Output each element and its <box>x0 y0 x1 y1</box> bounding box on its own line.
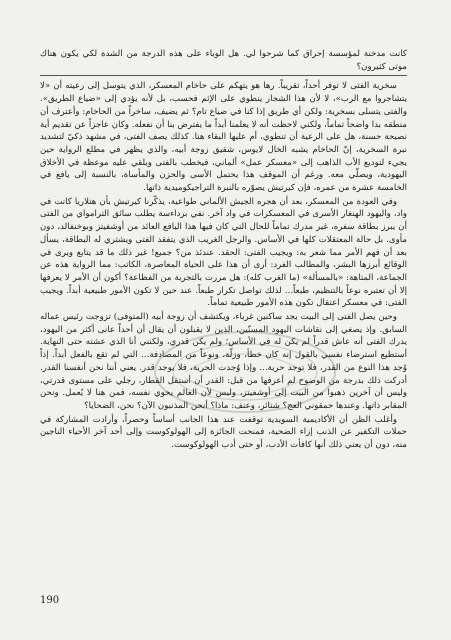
page-number: 190 <box>40 595 60 606</box>
separator-rule <box>40 75 407 76</box>
paragraph: وأغلب الظن أن الأكاديمية السويدية توقفت عند هذا الجانب أساساً وحصراً، وأرادت المشاركة في حملات التكفير عن الذنب إزاء الضحية، فمنحت الجائزة إلى الهولوكوست وإلى أحد آخر الأحياء الناجين منه، دون أن يعني ذلك أنها كافأت الأدب، أو حتى أدب الهولوكوست. <box>40 414 407 451</box>
paragraph: سخرية الفتى لا توفر أحداً، تقريباً. رها هو يتهكم على حاخام المعسكر، الذي يتوسل إلى رعيته أن «لا يتشاجروا مع الرب»، لا لأن هذا الشجار ينطوي على الإثم فحسب، بل لأنه يؤدي إلى «ضياع الطريق». والفتى يتسلى بسخرية: ولكن أي طريق إذا كنا في ضياع تام؟ ثم يضيف، ساخراً من الحاخام: وأعترف أن منطقه بدا واضحاً تماماً، ولكني لاحظت أنه لا يعلمنا أبداً ما يفترض بنا أن نفعله. وكان عاجزاً عن تقديم أية نصيحة حسنة، هل على الرعية أن تنطوي، أم عليها البقاء هنا. كذلك يصف الفتى، في مشهد ذكيّ لتشديد نبرة السخرية، إنّ الحاخام يشبه الخال لايوس، شقيق زوجة أبيه، والذي يظهر في مطلع الرواية حين يجيء لتوديع الأب الذاهب إلى «معسكر عمل» ألماني، فيخطب بالفتى ويلقي عليه موعظة في الأخلاق اليهودية، ويصلّي معه. ورغم أن الموقف هذا يحتمل الأسى والحزن والمأساة، بالنسبة إلى يافع في الخامسة عشرة من عمره، فإن كيرتيش يصوّره بالنبرة التراجيكوميدية ذاتها. <box>40 81 407 194</box>
paragraph: وحين يصل الفتى إلى البيت يجد ساكنين غرباء، ويكتشف أن زوجة أبيه (المتوفى) تزوجت رئيس عماله السابق. وإذ يصغي إلى نقاشات اليهود المسنّين، الذين لا يقبلون أن يقال أن أحداً عانى أكثر من اليهود، يدرك الفتى أنه عاش قدراً لم يكن له في الأساس؛ ولم يكن قدري، ولكنني أنا الذي عشته حتى النهاية. أستطيع استرضاء نفسي بالقول إنه كان خطأ، وزلّة، ونوعاً من المصادفة... التي لم تقع بالفعل أبداً. إذاً وُجد هذا النوع من القدر، فلا توجد حرية... وإذا وُجدت الحرية، فلا يوجد قدر. يعني أننا نحن أنفسنا القدر. أدركت ذلك بدرجة من الوضوح لم أعرفها من قبل: القدر أن أستقل القطار، رجلي على مستوى قدرتي، وليس أن آخرين ذهبوا من البيت إلى أوشفيتز، وليس لأن العالم يحوي نفسه، فمن هنا لا يُعمل. ونحن المقابر ذاتها. وعندها حمقوني العج؟ شتائر، وعنف: ماذا؟ أنحن المذنبون الآن؟ نحن، الضحايا؟ <box>40 312 407 411</box>
body-text <box>40 80 407 451</box>
paragraph: وفي العودة من المعسكر، بعد أن هجره الجيش الألماني طواعية، يذكّرنا كيرتيش بأن هتلاريا كانت في واد، واليهود الهنغار الأسرى في المعسكرات في واد آخر. نفي برداءسة يطلب سائق الترامواي من الفتى أن يبرز بطاقة سفره، غير مدرك تماماً للحال التي كان فيها هذا اليافع العائد من أوشفيتز وبوخنفالد، دون مأوى. بل حالة المعتقلات كلها في الأساس. والرجل الغريب الذي يتفقد الفتى ويشتري له البطاقة، يسأل بعد أن فهم الأمر مما شعر به: ويجيب الفتى: الحقد. عندئذ من؟ جميع! غير ذلك ما قد يتابع ويرى في الوقائع أبرزها البشر، والمطالب الفرد: أرى أن هذا على الحياة المعاصرة، الكاتب: مما الرواية هذه عن الجماعة، المتاهة: «بالمسألة» (ما الغرب كله): هل مررت بالتجربة من الفظاعة؟ أكون أن الأمر لا يعرفها إلا أن تعتبره نوعاً بالتنظيم، طبعاً... لذلك تواصل تكرار طبعاً. عند حين لا تكون الأمور طبيعية أبداً. ويجيب الفتى: في معسكر اعتقال تكون هذه الأمور طبيعية تماماً. <box>40 196 407 309</box>
footnote-fragment: كانت مدخنة لمؤسسة إحراق كما شرحوا لي. هل الوباء على هذه الدرجة من الشدة لكي يكون هناك موتى كثيرون؟ <box>40 49 407 72</box>
